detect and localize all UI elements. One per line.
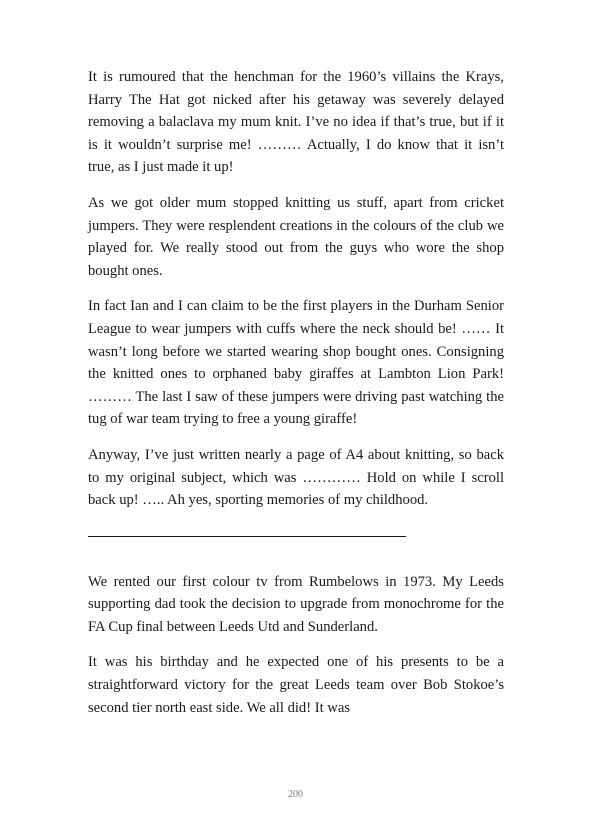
paragraph-colour-tv: We rented our first colour tv from Rumbelows in 1973. My Leeds supporting dad took the decision to upgrade from monochrome for the FA Cup final between Leeds Utd and Sunderland. — [88, 573, 504, 635]
document-page — [88, 66, 504, 732]
paragraph-cricket-jumpers: As we got older mum stopped knitting us stuff, apart from cricket jumpers. They were resplendent creations in the colours of the club we played for. We really stood out from the guys who wore the shop bought ones. — [88, 194, 504, 279]
paragraph-durham-senior-league: In fact Ian and I can claim to be the first players in the Durham Senior League to wear jumpers with cuffs where the neck should be! …… It wasn’t long before we started wearing shop bought ones. Consigning the knitted ones to orphaned baby giraffes at Lambton Lion Park! ……… The last I saw of these jumpers were driving past watching the tug of war team trying to free a young giraffe! — [88, 298, 504, 428]
section-divider — [88, 536, 406, 537]
paragraph-knitting-digression: Anyway, I’ve just written nearly a page of A4 about knitting, so back to my original subject, which was ………… Hold on while I scroll back up! ….. Ah yes, sporting memories of my childhood. — [88, 446, 504, 509]
paragraph-krays: It is rumoured that the henchman for the 1960’s villains the Krays, Harry The Hat got nicked after his getaway was severely delayed removing a balaclava my mum knit. I’ve no idea if that’s true, but if it is it wouldn’t surprise me! ……… Actually, I do know that it isn’t true, as I just made it up! — [88, 69, 504, 176]
page-number: 200 — [288, 789, 303, 800]
paragraph-birthday-cup-final: It was his birthday and he expected one of his presents to be a straightforward victory for the great Leeds team over Bob Stokoe’s second tier north east side. We all did! It was — [88, 654, 504, 716]
